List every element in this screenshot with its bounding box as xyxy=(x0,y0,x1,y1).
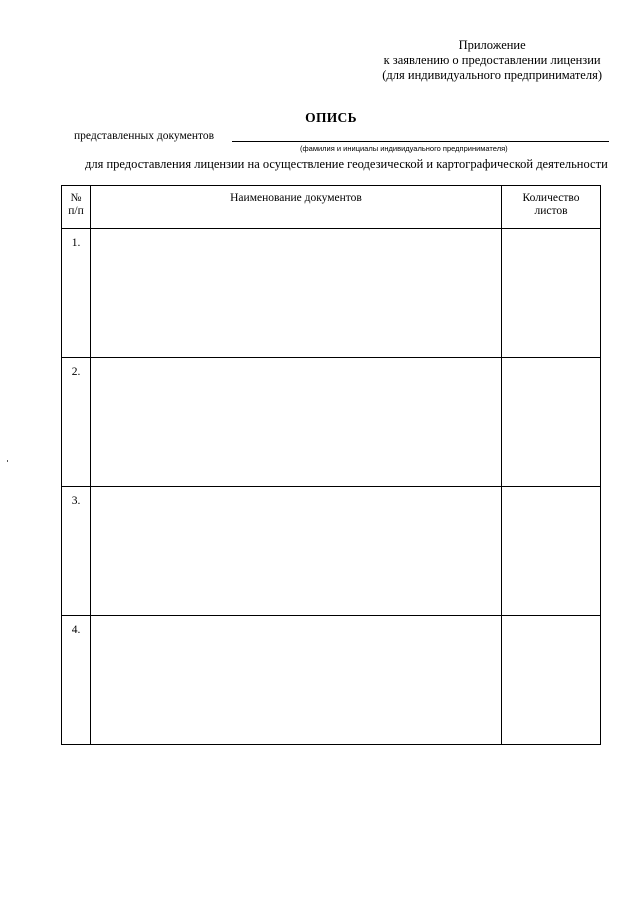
table-row xyxy=(62,616,601,745)
document-title: ОПИСЬ xyxy=(305,110,357,125)
appendix-note xyxy=(382,38,602,83)
scan-speck xyxy=(7,460,8,462)
header-num-line-2: п/п xyxy=(68,205,84,217)
row-sheets-cell[interactable] xyxy=(502,487,601,616)
table-row xyxy=(62,487,601,616)
table-row xyxy=(62,358,601,487)
appendix-line-3: (для индивидуального предпринимателя) xyxy=(382,68,602,82)
purpose-text: для предоставления лицензии на осуществление геодезической и картографической деятельности xyxy=(85,157,608,171)
fio-caption: (фамилия и инициалы индивидуального предпринимателя) xyxy=(300,144,508,153)
appendix-line-2: к заявлению о предоставлении лицензии xyxy=(383,53,601,67)
table-row xyxy=(62,229,601,358)
table-header-row xyxy=(62,186,601,229)
row-document-name-cell[interactable] xyxy=(91,616,502,745)
row-num: 1. xyxy=(62,229,91,358)
submitted-label: представленных документов xyxy=(74,130,215,142)
header-name: Наименование документов xyxy=(91,186,502,229)
row-num: 4. xyxy=(62,616,91,745)
row-document-name-cell[interactable] xyxy=(91,487,502,616)
appendix-line-1: Приложение xyxy=(458,38,526,52)
header-sheets xyxy=(502,186,601,229)
row-document-name-cell[interactable] xyxy=(91,358,502,487)
fio-fill-line[interactable] xyxy=(232,141,609,142)
header-sheets-line-1: Количество xyxy=(522,192,580,204)
row-num: 2. xyxy=(62,358,91,487)
header-num-line-1: № xyxy=(70,192,82,204)
header-sheets-line-2: листов xyxy=(534,205,568,217)
inventory-table xyxy=(61,185,601,745)
row-num: 3. xyxy=(62,487,91,616)
row-sheets-cell[interactable] xyxy=(502,358,601,487)
header-num xyxy=(62,186,91,229)
row-sheets-cell[interactable] xyxy=(502,229,601,358)
row-sheets-cell[interactable] xyxy=(502,616,601,745)
row-document-name-cell[interactable] xyxy=(91,229,502,358)
